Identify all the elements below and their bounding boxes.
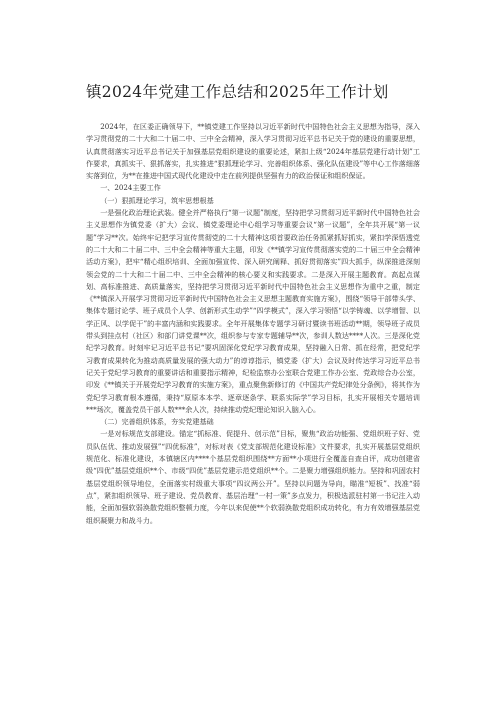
intro-paragraph: 2024年，在区委正确领导下，**镇党建工作坚持以习近平新时代中国特色社会主义思想为指导，深入学习贯彻党的二十大和二十届二中、三中全会精神，深入学习贯彻习近平总书记关于党的建设的重要思想，认真贯彻落实习近平总书记关于加强基层党组织建设的重要论述，紧扣上级“2024年基层党建行动计划”工作要求，真抓实干、狠抓落实，扎实推进“狠抓理论学习、完善组织体系、强化队伍建设”等中心工作落细落实落到位，为**在推进中国式现代化建设中走在前列提供坚强有力的政治保证和组织保证。 — [86, 122, 420, 181]
document-title: 镇2024年党建工作总结和2025年工作计划 — [86, 83, 389, 101]
subsection-heading-theory-study: （一）狠抓理论学习，筑牢思想根基 — [100, 195, 214, 205]
theory-study-paragraph: 一是强化政治理论武装。健全并严格执行“第一议题”制度，坚持把学习贯彻习近平新时代中国特色社会主义思想作为镇党委（扩大）会议、镇党委理论中心组学习等重要会议“第一议题”，全年共开展“第一议题”学习**次。始终牢记把学习宣传贯彻党的二十大精神这项首要政治任务抓紧抓好抓实，紧扣学深悟透党的二十大和二十届二中、三中全会精神等重大主题，印发《**镇学习宣传贯彻落实党的二十届三中全会精神活动方案》，把牢“精心组织培训、全面加强宣传、深入研究阐释、抓好贯彻落实”四大抓手，纵深推进深刻领会党的二十大和二十届二中、三中全会精神的核心要义和实践要求。二是深入开展主题教育。高起点谋划、高标准推进、高质量落实，坚持把学习贯彻习近平新时代中国特色社会主义思想作为重中之重，制定《**镇深入开展学习贯彻习近平新时代中国特色社会主义思想主题教育实施方案》，围绕“领导干部带头学、集体专题讨论学、班子成员个人学、创新形式生动学”“四学模式”，深入学习领悟“以学铸魂、以学增智、以学正风、以学促干”的丰富内涵和实践要求。全年开展集体专题学习研讨暨读书班活动**期，领导班子成员带头到挂点村（社区）和部门讲党课**次，组织参与专家专题辅导**次，参训人数达****人次。三是深化党纪学习教育。时刻牢记习近平总书记“要巩固深化党纪学习教育成果，坚持融入日常、抓在经常，把党纪学习教育成果转化为推动高质量发展的强大动力”的谆谆指示，镇党委（扩大）会议及时传达学习习近平总书记关于党纪学习教育的重要讲话和重要指示精神，纪检监察办公室联合党建工作办公室、党政综合办公室，印发《**镇关于开展党纪学习教育的实施方案》，重点聚焦新修订的《中国共产党纪律处分条例》，将其作为党纪学习教育根本遵循，秉持“原原本本学、逐章逐条学、联系实际学”学习目标，扎实开展相关专题培训***场次，覆盖党员干部人数***余人次，持续推动党纪理论知识入脑入心。 — [86, 208, 420, 414]
section-heading-main-work: 一、2024主要工作 — [100, 183, 161, 193]
document-body — [86, 121, 420, 527]
organization-system-paragraph: 一是对标规范支部建设。锚定“抓标准、促提升、创示范”目标，聚焦“政治功能强、党组织班子好、党员队伍优、推动发展强”“四优标准”，对标对表《党支部规范化建设标准》文件要求，扎实开展基层党组织规范化、标准化建设，本镇辖区内****个基层党组织围绕**方面**小项进行全覆盖自查自评，成功创建省级“四优”基层党组织**个、市级“四优”基层党建示范党组织**个。二是聚力增强组织能力。坚持和巩固农村基层党组织领导地位，全面落实村级重大事项“四议两公开”。坚持以问题为导向，瞄准“短板”、找准“弱点”，紧扣组织领导、班子建设、党员教育、基层治理“一村一策”多点发力，积极选派驻村第一书记注入动能，全面加强软弱涣散党组织整顿力度，今年以来促使**个软弱涣散党组织成功转化，有力有效增强基层党组织凝聚力和战斗力。 — [86, 429, 420, 525]
subsection-heading-organization-system: （二）完善组织体系，夯实党建基础 — [100, 417, 214, 427]
